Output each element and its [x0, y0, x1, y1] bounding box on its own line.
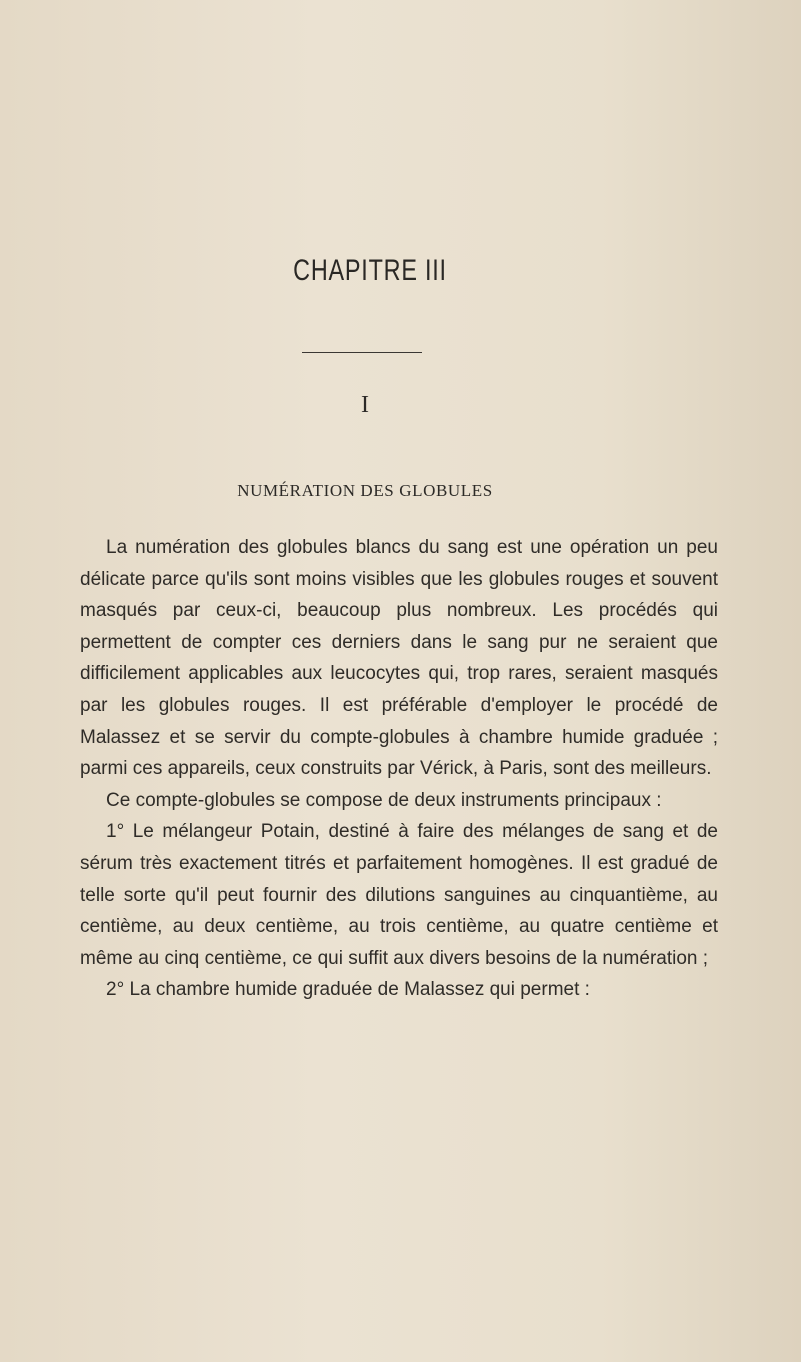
paragraph-instruments: Ce compte-globules se compose de deux instruments principaux : [106, 789, 662, 811]
body-text [80, 532, 718, 1006]
paragraph-intro: La numération des globules blancs du sang est une opération un peu délicate parce qu'ils sont moins visibles que les globules rouges et souvent masqués par ceux-ci, beaucoup plus nombreux. Les procédés qui permettent de compter ces derniers dans le sang pur ne seraient que difficilement applicables aux leucocytes qui, trop rares, seraient masqués par les globules rouges. Il est préférable d'employer le procédé de Malassez et se servir du compte-globules à chambre humide graduée ; parmi ces appareils, ceux construits par Vérick, à Paris, sont des meilleurs. [80, 537, 718, 780]
section-number: I [361, 392, 369, 418]
paragraph-melangeur: 1° Le mélangeur Potain, destiné à faire des mélanges de sang et de sérum très exactement titrés et parfaitement homogènes. Il est gradué de telle sorte qu'il peut fournir des dilutions sanguines au cinquantième, au centième, au deux centième, au trois centième, au quatre centième et même au cinq centième, ce qui suffit aux divers besoins de la numération ; [80, 821, 718, 969]
section-title: NUMÉRATION DES GLOBULES [237, 481, 493, 500]
chapter-title: CHAPITRE III [293, 254, 447, 287]
title-divider [302, 352, 422, 353]
paragraph-chambre: 2° La chambre humide graduée de Malassez qui permet : [106, 979, 590, 1001]
